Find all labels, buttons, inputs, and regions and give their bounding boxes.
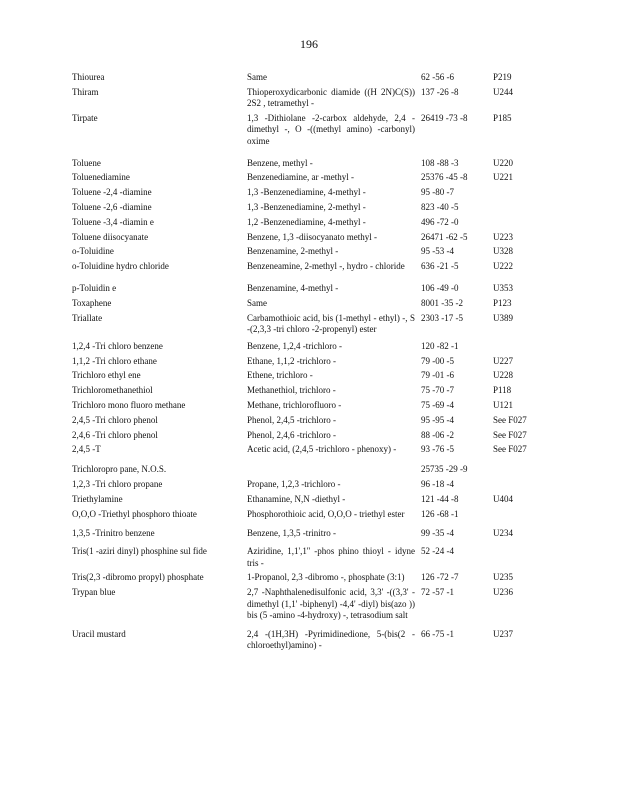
waste-code-cell: See F027 — [493, 414, 527, 425]
table-row — [72, 494, 548, 509]
chemical-name-cell: Thiram — [72, 86, 99, 97]
chemical-name-cell: 1,3,5 -Trinitro benzene — [72, 528, 155, 539]
waste-code-cell: U220 — [493, 157, 513, 168]
waste-code-cell: P118 — [493, 385, 512, 396]
waste-code-cell: U328 — [493, 246, 513, 257]
waste-code-cell: P123 — [493, 297, 512, 308]
table-row — [72, 415, 548, 430]
table-row — [72, 158, 548, 173]
synonym-cell: Phenol, 2,4,6 -trichloro - — [247, 429, 336, 440]
table-row — [72, 172, 548, 187]
table-row — [72, 87, 548, 113]
cas-number-cell: 26471 -62 -5 — [421, 231, 468, 242]
waste-code-cell: U223 — [493, 231, 513, 242]
synonym-cell: Carbamothioic acid, bis (1-methyl - ethyl) -, S -(2,3,3 -tri chloro -2-propenyl) ester — [247, 312, 415, 334]
synonym-cell: 1,3 -Benzenediamine, 4-methyl - — [247, 187, 366, 198]
cas-number-cell: 95 -80 -7 — [421, 187, 454, 198]
synonym-cell: Benzenediamine, ar -methyl - — [247, 172, 354, 183]
cas-number-cell: 8001 -35 -2 — [421, 297, 463, 308]
cas-number-cell: 93 -76 -5 — [421, 444, 454, 455]
waste-code-cell — [493, 187, 548, 202]
waste-code-cell: U221 — [493, 172, 513, 183]
synonym-cell: Aziridine, 1,1',1'' -phos phino thioyl - idyne tris - — [247, 546, 415, 568]
synonym-cell: 1-Propanol, 2,3 -dibromo -, phosphate (3:1) — [247, 572, 405, 583]
table-row — [72, 283, 548, 298]
table-row — [72, 587, 548, 629]
cas-number-cell: 126 -72 -7 — [421, 572, 459, 583]
cas-number-cell: 121 -44 -8 — [421, 493, 459, 504]
waste-code-cell: U389 — [493, 312, 513, 323]
chemical-name-cell: Uracil mustard — [72, 628, 126, 639]
synonym-cell: Methanethiol, trichloro - — [247, 385, 336, 396]
chemical-name-cell: Trypan blue — [72, 587, 116, 598]
cas-number-cell: 25376 -45 -8 — [421, 172, 468, 183]
table-row — [72, 261, 548, 283]
synonym-cell: Thioperoxydicarbonic diamide ((H 2N)C(S)) 2S2 , tetramethyl - — [247, 86, 415, 109]
cas-number-cell: 88 -06 -2 — [421, 429, 454, 440]
table-row — [72, 528, 548, 546]
synonym-cell: Ethane, 1,1,2 -trichloro - — [247, 355, 336, 366]
cas-number-cell: 72 -57 -1 — [421, 587, 454, 598]
synonym-cell: 1,2 -Benzenediamine, 4-methyl - — [247, 216, 366, 227]
cas-number-cell: 79 -00 -5 — [421, 355, 454, 366]
waste-code-cell — [493, 341, 548, 356]
cas-number-cell: 126 -68 -1 — [421, 508, 459, 519]
table-row — [72, 232, 548, 247]
cas-number-cell: 108 -88 -3 — [421, 157, 459, 168]
cas-number-cell: 120 -82 -1 — [421, 340, 459, 351]
chemical-name-cell: Toxaphene — [72, 297, 112, 308]
table-row — [72, 400, 548, 415]
table-row — [72, 629, 548, 655]
waste-code-cell: U228 — [493, 370, 513, 381]
cas-number-cell: 2303 -17 -5 — [421, 312, 463, 323]
cas-number-cell: 106 -49 -0 — [421, 282, 459, 293]
waste-code-cell: U222 — [493, 261, 513, 272]
chemical-name-cell: O,O,O -Triethyl phosphoro thioate — [72, 508, 197, 519]
synonym-cell: 1,3 -Benzenediamine, 2-methyl - — [247, 202, 366, 212]
chemical-table — [72, 72, 548, 655]
cas-number-cell: 75 -69 -4 — [421, 399, 454, 410]
waste-code-cell: U227 — [493, 355, 513, 366]
cas-number-cell: 99 -35 -4 — [421, 528, 454, 539]
chemical-name-cell: Tris(1 -aziri dinyl) phosphine sul fide — [72, 546, 207, 557]
chemical-name-cell: Toluenediamine — [72, 172, 130, 183]
waste-code-cell: See F027 — [493, 444, 527, 455]
cas-number-cell: 25735 -29 -9 — [421, 464, 468, 475]
table-row — [72, 430, 548, 445]
waste-code-cell — [493, 217, 548, 232]
synonym-cell: Benzene, 1,3 -diisocyanato methyl - — [247, 231, 377, 242]
table-row — [72, 464, 548, 479]
chemical-name-cell: Trichloropro pane, N.O.S. — [72, 464, 167, 475]
table-row — [72, 356, 548, 371]
waste-code-cell: U235 — [493, 572, 513, 583]
synonym-cell: Methane, trichlorofluoro - — [247, 399, 342, 410]
table-row — [72, 546, 548, 572]
cas-number-cell: 96 -18 -4 — [421, 478, 454, 489]
synonym-cell: Benzene, methyl - — [247, 157, 313, 168]
chemical-name-cell: Triethylamine — [72, 493, 123, 504]
waste-code-cell — [493, 546, 548, 572]
cas-number-cell: 137 -26 -8 — [421, 86, 459, 97]
table-row — [72, 444, 548, 464]
cas-number-cell: 95 -53 -4 — [421, 246, 454, 257]
waste-code-cell: U234 — [493, 528, 513, 539]
chemical-name-cell: 2,4,6 -Tri chloro phenol — [72, 429, 158, 440]
cas-number-cell: 62 -56 -6 — [421, 72, 454, 82]
synonym-cell: Benzenamine, 4-methyl - — [247, 282, 339, 293]
table-row — [72, 341, 548, 356]
chemical-name-cell: Trichloro mono fluoro methane — [72, 399, 186, 410]
chemical-name-cell: Toluene — [72, 157, 101, 168]
cas-number-cell: 26419 -73 -8 — [421, 113, 468, 123]
chemical-name-cell: o-Toluidine — [72, 246, 114, 257]
chemical-name-cell: Toluene -2,4 -diamine — [72, 187, 152, 198]
waste-code-cell: U236 — [493, 587, 513, 598]
chemical-name-cell: Triallate — [72, 312, 103, 323]
chemical-name-cell: 2,4,5 -T — [72, 444, 101, 455]
table-body — [72, 72, 548, 655]
waste-code-cell: P185 — [493, 113, 512, 123]
synonym-cell: Same — [247, 72, 267, 82]
table-row — [72, 385, 548, 400]
table-row — [72, 479, 548, 494]
chemical-name-cell: Thiourea — [72, 72, 105, 82]
waste-code-cell — [493, 202, 548, 217]
chemical-name-cell: Trichloromethanethiol — [72, 385, 153, 396]
waste-code-cell: U404 — [493, 493, 513, 504]
waste-code-cell: U353 — [493, 282, 513, 293]
synonym-cell: 1,3 -Dithiolane -2-carbox aldehyde, 2,4 -dimethyl -, O -((methyl amino) -carbonyl) oxime — [247, 113, 415, 146]
table-row — [72, 113, 548, 158]
chemical-name-cell: p-Toluidin e — [72, 282, 117, 293]
chemical-name-cell: Toluene diisocyanate — [72, 231, 149, 242]
synonym-cell: Benzeneamine, 2-methyl -, hydro - chloride — [247, 261, 405, 272]
synonym-cell: Benzene, 1,2,4 -trichloro - — [247, 340, 342, 351]
chemical-name-cell: 1,2,4 -Tri chloro benzene — [72, 340, 163, 351]
cas-number-cell: 823 -40 -5 — [421, 202, 459, 212]
table-row — [72, 298, 548, 313]
chemical-name-cell: o-Toluidine hydro chloride — [72, 261, 169, 272]
synonym-cell: Ethene, trichloro - — [247, 370, 313, 381]
cas-number-cell: 75 -70 -7 — [421, 385, 454, 396]
chemical-name-cell: Tris(2,3 -dibromo propyl) phosphate — [72, 572, 204, 583]
cas-number-cell: 95 -95 -4 — [421, 414, 454, 425]
table-row — [72, 572, 548, 587]
waste-code-cell: U237 — [493, 628, 513, 639]
table-row — [72, 202, 548, 217]
cas-number-cell: 79 -01 -6 — [421, 370, 454, 381]
table-row — [72, 370, 548, 385]
waste-code-cell: P219 — [493, 72, 512, 82]
waste-code-cell — [493, 464, 548, 479]
chemical-name-cell: 2,4,5 -Tri chloro phenol — [72, 414, 158, 425]
synonym-cell: Benzene, 1,3,5 -trinitro - — [247, 528, 336, 539]
waste-code-cell: U121 — [493, 399, 513, 410]
table-row — [72, 313, 548, 341]
synonym-cell: Phenol, 2,4,5 -trichloro - — [247, 414, 336, 425]
table-row — [72, 187, 548, 202]
waste-code-cell — [493, 509, 548, 529]
waste-code-cell — [493, 479, 548, 494]
synonym-cell: Ethanamine, N,N -diethyl - — [247, 493, 346, 504]
cas-number-cell: 52 -24 -4 — [421, 546, 454, 557]
synonym-cell — [247, 464, 421, 479]
page-number: 196 — [300, 37, 318, 51]
synonym-cell: Propane, 1,2,3 -trichloro - — [247, 478, 341, 489]
table-row — [72, 509, 548, 529]
synonym-cell: Same — [247, 297, 267, 308]
synonym-cell: Acetic acid, (2,4,5 -trichloro - phenoxy) - — [247, 444, 397, 455]
cas-number-cell: 496 -72 -0 — [421, 216, 459, 227]
synonym-cell: Phosphorothioic acid, O,O,O - triethyl ester — [247, 508, 405, 519]
waste-code-cell: U244 — [493, 86, 513, 97]
table-row — [72, 246, 548, 261]
chemical-name-cell: Tirpate — [72, 113, 98, 123]
cas-number-cell: 66 -75 -1 — [421, 628, 454, 639]
table-row — [72, 217, 548, 232]
synonym-cell: 2,7 -Naphthalenedisulfonic acid, 3,3' -((3,3' -dimethyl (1,1' -biphenyl) -4,4' -diyl) bis(azo )) bis (5 -amino -4-hydroxy) -, tetrasodium salt — [247, 587, 415, 620]
chemical-name-cell: 1,2,3 -Tri chloro propane — [72, 478, 163, 489]
chemical-name-cell: Toluene -2,6 -diamine — [72, 202, 152, 212]
cas-number-cell: 636 -21 -5 — [421, 261, 459, 272]
table-row — [72, 72, 548, 87]
waste-code-cell: See F027 — [493, 429, 527, 440]
chemical-name-cell: Toluene -3,4 -diamin e — [72, 216, 154, 227]
synonym-cell: Benzenamine, 2-methyl - — [247, 246, 339, 257]
synonym-cell: 2,4 -(1H,3H) -Pyrimidinedione, 5-(bis(2 -chloroethyl)amino) - — [247, 628, 415, 651]
chemical-name-cell: Trichloro ethyl ene — [72, 370, 141, 381]
chemical-name-cell: 1,1,2 -Tri chloro ethane — [72, 355, 157, 366]
